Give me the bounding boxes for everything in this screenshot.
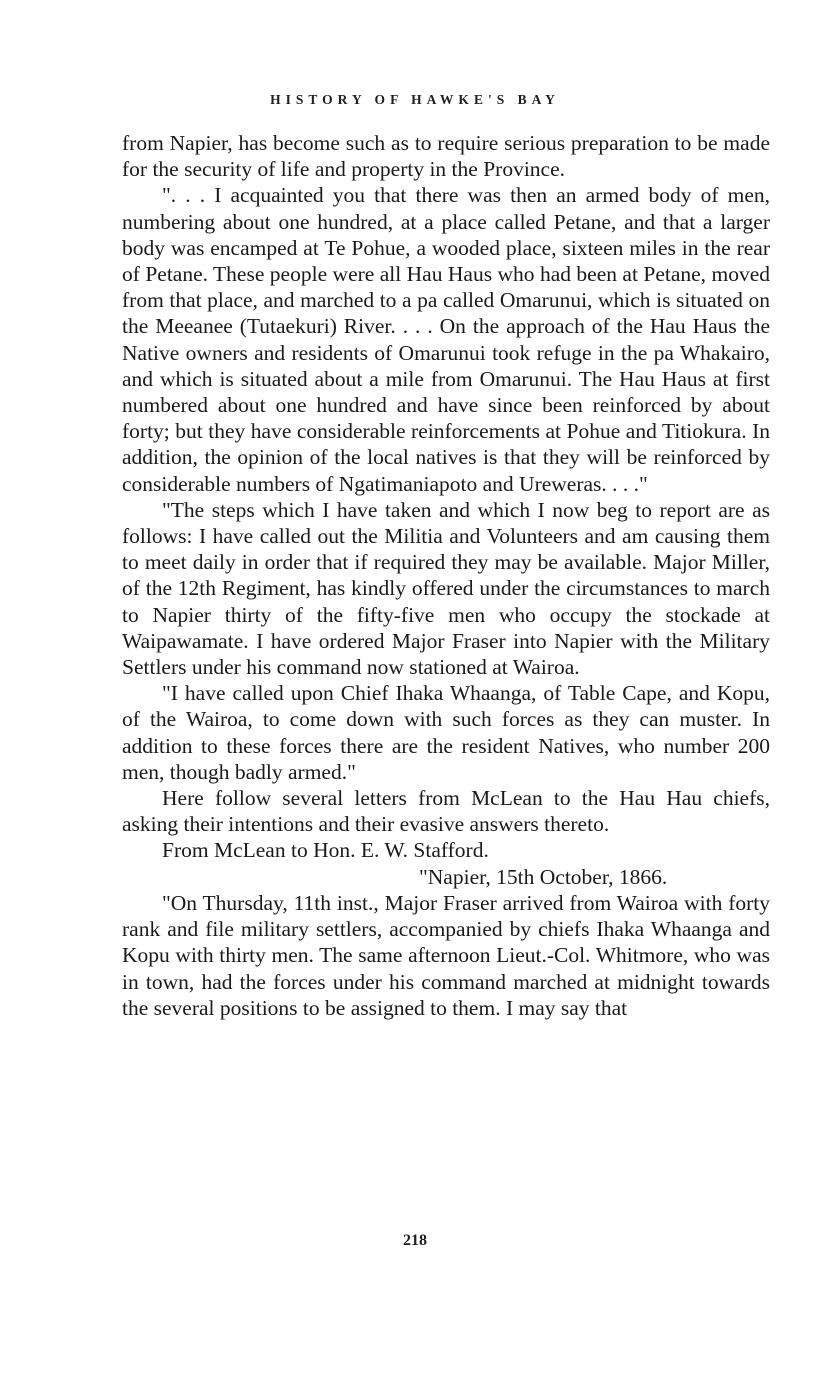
letter-dateline: "Napier, 15th October, 1866. xyxy=(419,864,668,889)
paragraph-chiefs-called: "I have called upon Chief Ihaka Whaanga, of Table Cape, and Kopu, of the Wairoa, to come down with such forces as they can muster. In addition to these forces there are the resident Natives, who number 200 men, though badly armed." xyxy=(122,681,770,784)
body-text xyxy=(122,130,770,1021)
running-title: HISTORY OF HAWKE'S BAY xyxy=(270,92,560,107)
paragraph-steps-taken: "The steps which I have taken and which I now beg to report are as follows: I have called out the Militia and Volunteers and am causing them to meet daily in order that if required they may be available. Major Miller, of the 12th Regiment, has kindly offered under the circumstances to march to Napier thirty of the fifty-five men who occupy the stockade at Waipawamate. I have ordered Major Fraser into Napier with the Military Settlers under his command now stationed at Wairoa. xyxy=(122,497,770,680)
paragraph-quoted-report: ". . . I acquainted you that there was then an armed body of men, numbering about one hundred, at a place called Petane, and that a larger body was encamped at Te Pohue, a wooded place, sixteen miles in the rear of Petane. These people were all Hau Haus who had been at Petane, moved from that place, and marched to a pa called Omarunui, which is situated on the Meeanee (Tutaekuri) River. . . . On the approach of the Hau Haus the Native owners and residents of Omarunui took refuge in the pa Whakairo, and which is situated about a mile from Omarunui. The Hau Haus at first numbered about one hundred and have since been reinforced by about forty; but they have considerable reinforcements at Pohue and Titiokura. In addition, the opinion of the local natives is that they will be reinforced by considerable numbers of Ngatimaniapoto and Ureweras. . . ." xyxy=(122,183,770,496)
paragraph-letters-note: Here follow several letters from McLean to the Hau Hau chiefs, asking their intentions and their evasive answers thereto. xyxy=(122,786,770,837)
paragraph-letter-body: "On Thursday, 11th inst., Major Fraser arrived from Wairoa with forty rank and file military settlers, accompanied by chiefs Ihaka Whaanga and Kopu with thirty men. The same afternoon Lieut.-Col. Whitmore, who was in town, had the forces under his command marched at midnight towards the several positions to be assigned to them. I may say that xyxy=(122,890,770,1020)
paragraph-continuation: from Napier, has become such as to require serious preparation to be made for the security of life and property in the Province. xyxy=(122,131,770,182)
letter-heading: From McLean to Hon. E. W. Stafford. xyxy=(162,838,489,863)
page-number: 218 xyxy=(403,1232,427,1249)
